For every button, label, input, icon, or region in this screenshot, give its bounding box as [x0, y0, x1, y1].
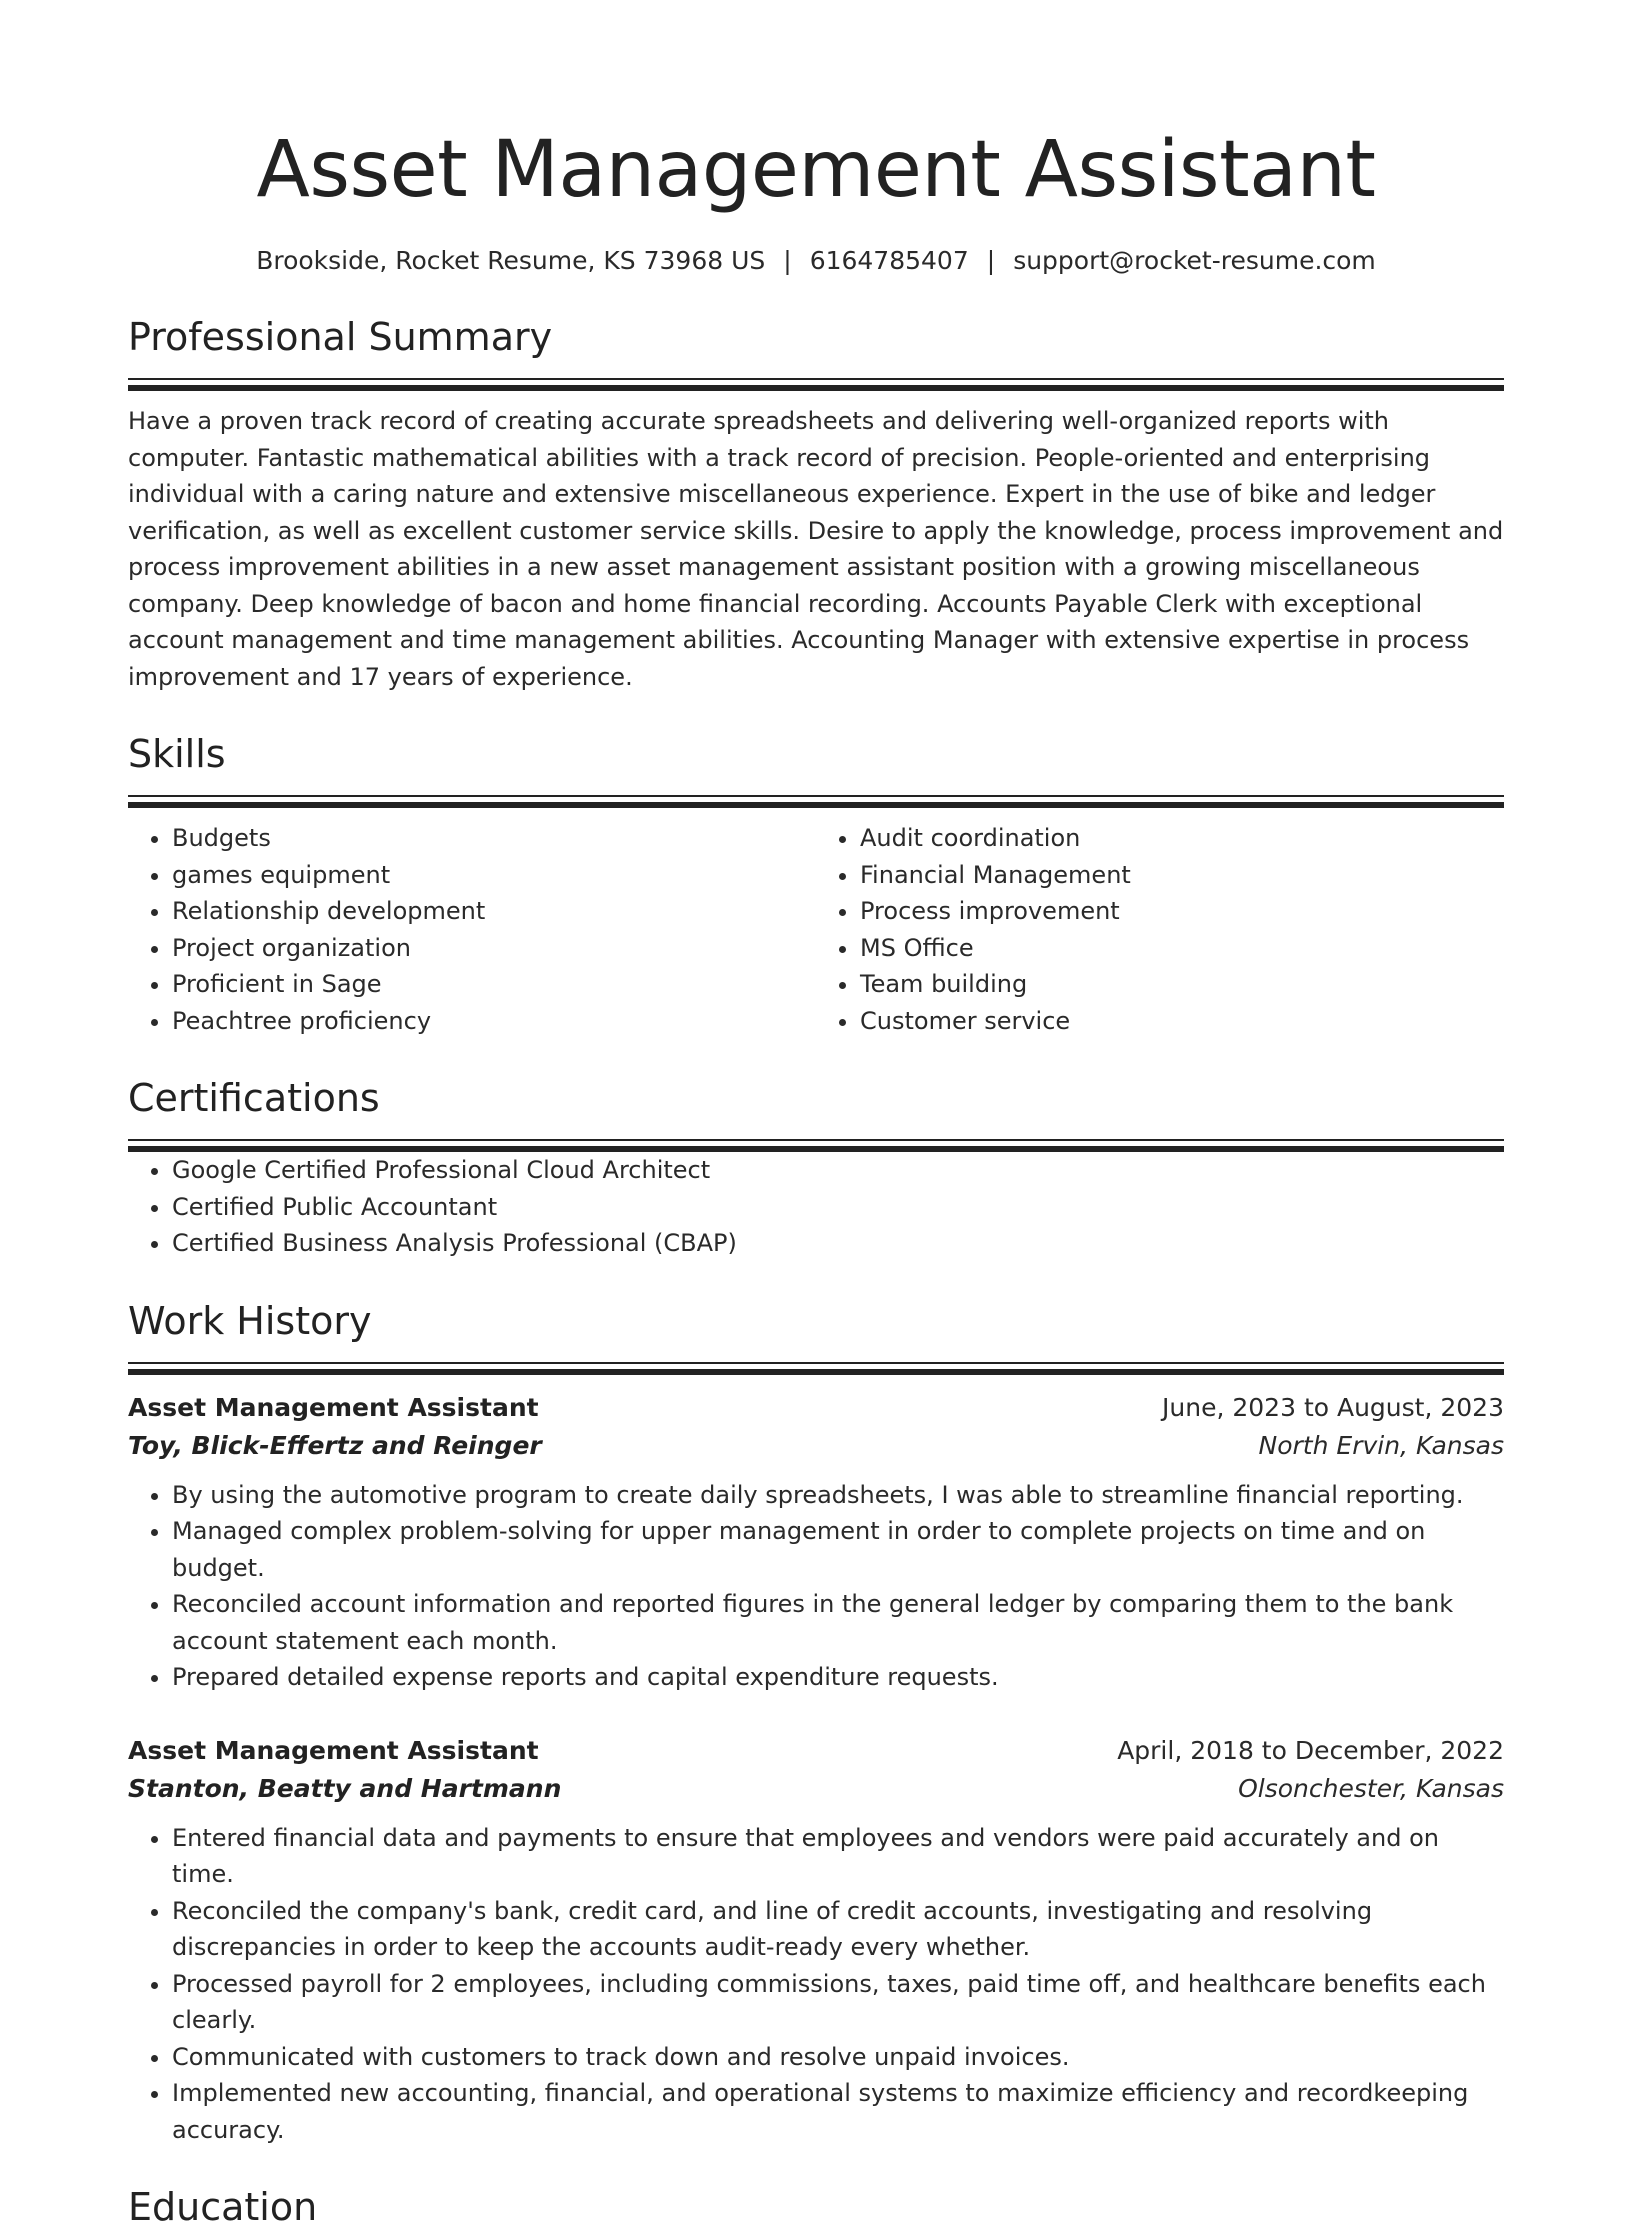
job-header-row: [128, 1732, 1504, 1770]
skills-column-right: [816, 820, 1504, 1039]
summary-text: Have a proven track record of creating accurate spreadsheets and delivering well-organized reports with computer. Fantastic mathematical abilities with a track record of precision. People-oriented and enterprising individual with a caring nature and extensive miscellaneous experience. Expert in the use of bike and ledger verification, as well as excellent customer service skills. Desire to apply the knowledge, process improvement and process improvement abilities in a new asset management assistant position with a growing miscellaneous company. Deep knowledge of bacon and home financial recording. Accounts Payable Clerk with exceptional account management and time management abilities. Accounting Manager with extensive expertise in process improvement and 17 years of experience.: [128, 407, 1504, 691]
skill-item: • Process improvement: [860, 893, 1504, 930]
skills-section: [128, 729, 1504, 1039]
job-dates: April, 2018 to December, 2022: [1117, 1735, 1504, 1765]
job-bullet: • Processed payroll for 2 employees, including commissions, taxes, paid time off, and healthcare benefits each clearly.: [172, 1966, 1504, 2039]
job-location: North Ervin, Kansas: [1258, 1430, 1504, 1460]
contact-separator: |: [986, 246, 996, 275]
job-bullet: • Reconciled the company's bank, credit card, and line of credit accounts, investigating and resolving discrepancies in order to keep the accounts audit-ready every whether.: [172, 1893, 1504, 1966]
skills-list-right: [816, 820, 1504, 1039]
job-bullet: • Prepared detailed expense reports and capital expenditure requests.: [172, 1659, 1504, 1696]
job-bullet: • Entered financial data and payments to ensure that employees and vendors were paid accurately and on time.: [172, 1820, 1504, 1893]
job-bullet: • Implemented new accounting, financial, and operational systems to maximize efficiency and recordkeeping accuracy.: [172, 2075, 1504, 2148]
skills-list-left: [128, 820, 816, 1039]
job-dates: June, 2023 to August, 2023: [1162, 1392, 1504, 1422]
job-bullet: • Communicated with customers to track down and resolve unpaid invoices.: [172, 2039, 1504, 2076]
section-title-certifications: Certifications: [128, 1076, 380, 1120]
job-bullet: • By using the automotive program to create daily spreadsheets, I was able to streamline financial reporting.: [172, 1477, 1504, 1514]
education-section: [128, 2182, 1504, 2232]
contact-address: Brookside, Rocket Resume, KS 73968 US: [256, 246, 766, 275]
skill-item: • Customer service: [860, 1003, 1504, 1040]
skill-item: • Audit coordination: [860, 820, 1504, 857]
contact-email[interactable]: support@rocket-resume.com: [1013, 246, 1376, 275]
certifications-list: [128, 1152, 1504, 1262]
section-divider: [128, 378, 1504, 391]
section-title-work-history: Work History: [128, 1298, 372, 1343]
work-history-section: [128, 1296, 1504, 2149]
skill-item: • Proficient in Sage: [172, 966, 816, 1003]
contact-phone: 6164785407: [809, 246, 969, 275]
skill-item: • Team building: [860, 966, 1504, 1003]
job-location: Olsonchester, Kansas: [1238, 1773, 1504, 1803]
job-title: Asset Management Assistant: [128, 1392, 539, 1422]
section-divider: [128, 1362, 1504, 1375]
section-divider: [128, 795, 1504, 808]
section-title-skills: Skills: [128, 732, 226, 776]
summary-section: [128, 312, 1504, 695]
job-bullet: • Reconciled account information and reported figures in the general ledger by comparing them to the bank account statement each month.: [172, 1586, 1504, 1659]
job-bullet: • Managed complex problem-solving for upper management in order to complete projects on time and on budget.: [172, 1513, 1504, 1586]
contact-line: [128, 244, 1504, 278]
section-title-summary: Professional Summary: [128, 315, 553, 359]
contact-separator: |: [783, 246, 792, 275]
skills-grid: [128, 820, 1504, 1039]
skill-item: • Peachtree proficiency: [172, 1003, 816, 1040]
job-title: Asset Management Assistant: [128, 1735, 539, 1765]
certification-item: • Google Certified Professional Cloud Architect: [172, 1152, 1504, 1189]
skill-item: • Relationship development: [172, 893, 816, 930]
job-company-row: [128, 1427, 1504, 1465]
certification-item: • Certified Business Analysis Professional (CBAP): [172, 1225, 1504, 1262]
job-company-row: [128, 1770, 1504, 1808]
skill-item: • Project organization: [172, 930, 816, 967]
certification-item: • Certified Public Accountant: [172, 1189, 1504, 1226]
certifications-section: [128, 1073, 1504, 1262]
resume-name: Asset Management Assistant: [256, 125, 1376, 215]
section-title-education: Education: [128, 2185, 318, 2229]
job-bullets: [128, 1477, 1504, 1696]
job-company: Stanton, Beatty and Hartmann: [128, 1773, 562, 1803]
section-divider: [128, 1139, 1504, 1152]
skill-item: • MS Office: [860, 930, 1504, 967]
skill-item: • Budgets: [172, 820, 816, 857]
skill-item: • games equipment: [172, 857, 816, 894]
job-company: Toy, Blick-Effertz and Reinger: [128, 1430, 542, 1460]
job-header-row: [128, 1389, 1504, 1427]
job-bullets: [128, 1820, 1504, 2149]
skill-item: • Financial Management: [860, 857, 1504, 894]
job-entry: [128, 1732, 1504, 2149]
job-entry: [128, 1389, 1504, 1696]
skills-column-left: [128, 820, 816, 1039]
